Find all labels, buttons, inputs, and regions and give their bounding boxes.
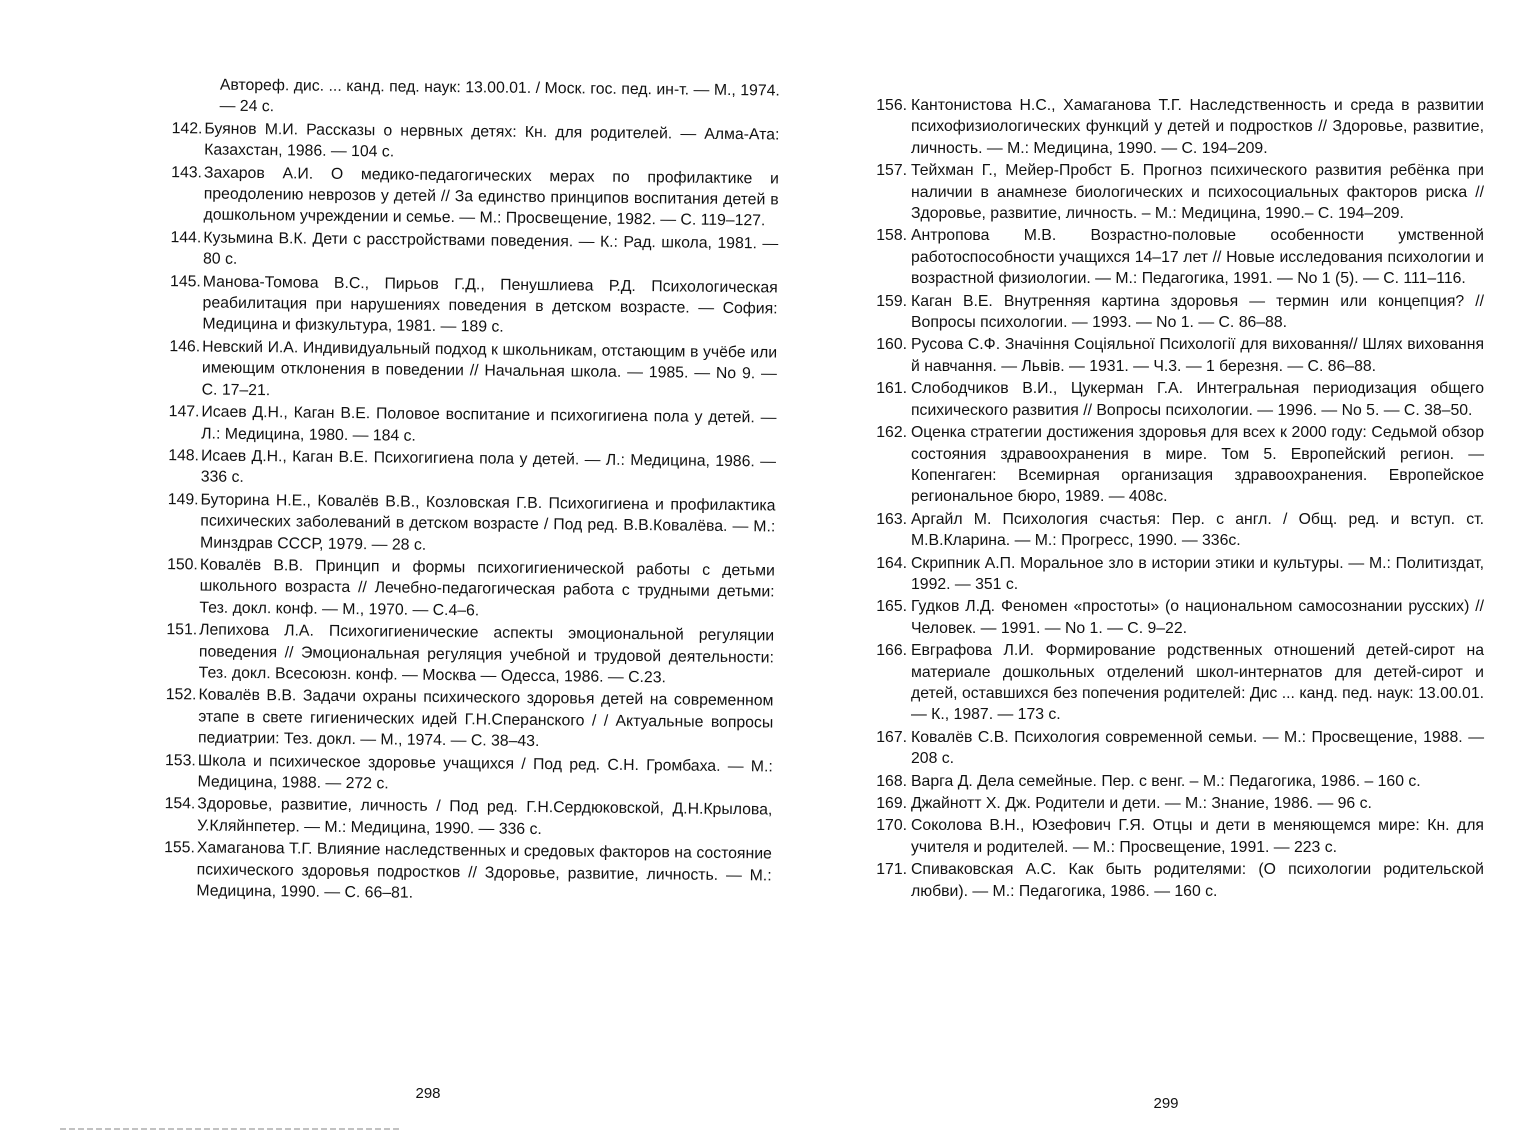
entry-number: 149. xyxy=(167,490,199,509)
bibliography-entry xyxy=(864,334,1484,377)
bibliography-entry xyxy=(864,225,1484,289)
bibliography-entry xyxy=(864,815,1484,858)
bibliography-entry xyxy=(152,793,772,842)
entry-text: Кузьмина В.К. Дети с расстройствами поведения. — К.: Рад. школа, 1981. — 80 с. xyxy=(202,229,779,269)
entry-text: Буторина Н.Е., Ковалёв В.В., Козловская Г.В. Психогигиена и профилактика психических заболеваний в детском возрасте / Под ред. В.В.Ковалёва. — М.: Минздрав СССР, 1979. — 28 с. xyxy=(200,491,776,554)
entry-number: 161. xyxy=(876,380,907,398)
entry-number: 164. xyxy=(876,554,907,572)
bibliography-entry xyxy=(864,640,1484,726)
entry-text: Ковалёв С.В. Психология современной семьи. — М.: Просвещение, 1988. — 208 с. xyxy=(911,728,1484,768)
entry-text: Исаев Д.Н., Каган В.Е. Психогигиена пола у детей. — Л.: Медицина, 1986. — 336 с. xyxy=(200,447,777,487)
entry-number: 163. xyxy=(876,510,907,528)
entry-text: Хамаганова Т.Г. Влияние наследственных и средовых факторов на состояние психического здоровья подростков // Здоровье, развитие, личность. — М.: Медицина, 1990. — С. 66–81. xyxy=(196,839,772,902)
entry-text: Манова-Томова В.С., Пирьов Г.Д., Пенушлиева Р.Д. Психологическая реабилитация при нарушениях поведения в детском возрасте. — София: Медицина и физкультура, 1981. — 189 с. xyxy=(202,273,778,337)
entry-number: 156. xyxy=(876,97,907,114)
entry-number: 160. xyxy=(876,336,907,354)
entry-number: 152. xyxy=(165,686,197,704)
page-number: 299 xyxy=(1153,1095,1179,1112)
entry-number: 155. xyxy=(164,839,195,857)
entry-text: Здоровье, развитие, личность / Под ред. Г.Н.Сердюковской, Д.Н.Крылова, У.Кляйнпетер. — М.: Медицина, 1990. — 336 с. xyxy=(197,795,773,838)
entry-number: 162. xyxy=(876,424,907,442)
bibliography-entry xyxy=(155,489,776,560)
bibliography-entry xyxy=(864,553,1484,596)
entry-text: Спиваковская А.С. Как быть родителями: (О психологии родительской любви). — М.: Педагогика, 1986. — 160 с. xyxy=(911,861,1484,900)
entry-text: Слободчиков В.И., Цукерман Г.А. Интегральная периодизация общего психического развития // Вопросы психологии. — 1996. — No 5. — С. 38–50. xyxy=(911,380,1484,419)
bibliography-entry-continuation xyxy=(160,74,780,123)
right-page xyxy=(770,0,1540,1137)
entry-number: 158. xyxy=(876,227,907,245)
entry-number: 150. xyxy=(167,556,198,574)
entry-text: Русова С.Ф. Значіння Соціяльної Психології для виховання// Шлях виховання й навчання. — Львів. — 1931. — Ч.3. — 1 березня. — С. 86–88. xyxy=(911,336,1484,375)
entry-text: Антропова М.В. Возрастно-половые особенности умственной работоспособности учащихся 14–17 лет // Новые исследования психологии и возрастной физиологии. — М.: Педагогика, 1991. — No 1 (5). — С. 111–116. xyxy=(911,227,1484,288)
bibliography-entry xyxy=(864,596,1484,639)
page-number: 298 xyxy=(415,1085,441,1102)
entry-text: Джайнотт Х. Дж. Родители и дети. — М.: Знание, 1986. — 96 с. xyxy=(911,795,1372,812)
entry-text: Автореф. дис. ... канд. пед. наук: 13.00.01. / Моск. гос. пед. ин-т. — М., 1974. — 24 с. xyxy=(219,76,780,116)
entry-number: 169. xyxy=(876,795,907,812)
entry-number: 171. xyxy=(876,861,907,879)
entry-number: 142. xyxy=(171,119,203,138)
entry-text: Захаров А.И. О медико-педагогических мерах по профилактике и преодолению неврозов у детей // За единство принципов воспитания детей в дошкольном учреждении и семье. — М.: Просвещение, 1982. — С. 119–127. xyxy=(203,164,780,230)
entry-number: 154. xyxy=(164,795,196,813)
bibliography-entry xyxy=(154,619,775,690)
entry-number: 157. xyxy=(876,162,907,180)
entry-text: Тейхман Г., Мейер-Пробст Б. Прогноз психического развития ребёнка при наличии в анамнезе биологических и психосоциальных факторов риска // Здоровье, развитие, личность. – М.: Медицина, 1990.– С. 194–209. xyxy=(911,162,1484,223)
entry-text: Варга Д. Дела семейные. Пер. с венг. – М.: Педагогика, 1986. – 160 с. xyxy=(911,772,1421,790)
entry-number: 165. xyxy=(876,598,907,616)
bibliography-entry xyxy=(864,859,1484,902)
entry-text: Оценка стратегии достижения здоровья для всех к 2000 году: Седьмой обзор состояния здравоохранения в мире. Том 5. Европейский регион. — Копенгаген: Всемирная организация здравоохранения. Европейское региональное бюро, 1989. — 408с. xyxy=(911,424,1484,506)
bibliography-entry xyxy=(864,509,1484,552)
entry-text: Аргайл М. Психология счастья: Пер. с англ. / Общ. ред. и вступ. ст. М.В.Кларина. — М.: Прогресс, 1990. — 336с. xyxy=(911,510,1484,550)
entry-number: 146. xyxy=(169,337,201,356)
bibliography-entry xyxy=(864,378,1484,421)
entry-number: 145. xyxy=(169,272,201,291)
bibliography-entry xyxy=(157,336,778,407)
bibliography-entry xyxy=(151,837,772,908)
bibliography-entry xyxy=(864,793,1484,814)
entry-text: Соколова В.Н., Юзефович Г.Я. Отцы и дети в меняющемся мире: Кн. для учителя и родителей. — М.: Просвещение, 1991. — 223 с. xyxy=(911,817,1484,856)
bibliography-entry xyxy=(864,160,1484,224)
entry-text: Ковалёв В.В. Задачи охраны психического здоровья детей на современном этапе в свете гигиенических идей Г.Н.Сперанского / / Актуальные вопросы педиатрии: Тез. докл. — М., 1974. — С. 38–43. xyxy=(197,686,774,751)
bibliography-entry xyxy=(864,95,1484,159)
entry-number: 148. xyxy=(168,447,200,465)
bibliography-entry xyxy=(156,401,776,450)
entry-number: 144. xyxy=(170,228,202,247)
bibliography-entry xyxy=(153,684,774,755)
entry-number: 167. xyxy=(876,728,907,746)
entry-text: Буянов М.И. Рассказы о нервных детях: Кн. для родителей. — Алма-Ата: Казахстан, 1986. — 104 с. xyxy=(204,120,780,161)
entry-text: Исаев Д.Н., Каган В.Е. Половое воспитание и психогигиена пола у детей. — Л.: Медицина, 1980. — 184 с. xyxy=(201,403,777,445)
bibliography-entry xyxy=(864,291,1484,334)
bibliography-entry xyxy=(864,771,1484,792)
bibliography-entry xyxy=(159,118,779,167)
bibliography-entry xyxy=(864,422,1484,508)
entry-number: 153. xyxy=(164,751,196,770)
bibliography-entry xyxy=(152,750,772,799)
bibliography-list-left xyxy=(151,74,780,909)
entry-number: 166. xyxy=(876,642,907,660)
scan-edge-divider xyxy=(60,1128,400,1130)
bibliography-entry xyxy=(157,271,778,342)
entry-number: 168. xyxy=(876,772,907,790)
entry-text: Кантонистова Н.С., Хамаганова Т.Г. Наследственность и среда в развитии психофизиологических функций у детей и подростков // Здоровье, развитие, личность. — М.: Медицина, 1990. — С. 194–209. xyxy=(911,97,1484,157)
entry-text: Каган В.Е. Внутренняя картина здоровья — термин или концепция? // Вопросы психологии. — 1993. — No 1. — С. 86–88. xyxy=(911,292,1484,332)
entry-text: Школа и психическое здоровье учащихся / Под ред. С.Н. Громбаха. — М.: Медицина, 1988. — 272 с. xyxy=(197,752,773,793)
bibliography-entry xyxy=(156,445,776,494)
entry-text: Скрипник А.П. Моральное зло в истории этики и культуры. — М.: Политиздат, 1992. — 351 с. xyxy=(911,554,1484,593)
bibliography-entry xyxy=(158,162,779,233)
entry-text: Лепихова Л.А. Психогигиенические аспекты эмоциональной регуляции поведения // Эмоциональная регуляция учебной и трудовой деятельности: Тез. докл. Всесоюзн. конф. — Москва — Одесса, 1986. — С.23. xyxy=(198,621,775,687)
entry-number: 151. xyxy=(166,621,198,639)
entry-number: 159. xyxy=(876,292,907,310)
bibliography-entry xyxy=(158,227,778,276)
entry-text: Гудков Л.Д. Феномен «простоты» (о национальном самосознании русских) // Человек. — 1991. — No 1. — С. 9–22. xyxy=(911,598,1484,637)
entry-text: Ковалёв В.В. Принцип и формы психогигиенической работы с детьми школьного возраста // Лечебно-педагогическая работа с трудными детьми: Тез. докл. конф. — М., 1970. — С.4–6. xyxy=(199,556,775,620)
entry-text: Невский И.А. Индивидуальный подход к школьникам, отстающим в учёбе или имеющим отклонения в поведении // Начальная школа. — 1985. — No 9. — С. 17–21. xyxy=(201,338,778,399)
bibliography-entry xyxy=(864,727,1484,770)
entry-number: 143. xyxy=(171,163,203,182)
entry-number: 147. xyxy=(168,403,200,421)
entry-text: Евграфова Л.И. Формирование родственных отношений детей-сирот на материале дошкольных отделений школ-интернатов для детей-сирот и детей, оставшихся без попечения родителей: Дис ... канд. пед. наук: 13.00.01. — К., 1987. — 173 с. xyxy=(911,642,1484,724)
entry-number: 170. xyxy=(876,817,907,835)
bibliography-list-right xyxy=(864,95,1484,903)
bibliography-entry xyxy=(154,554,775,625)
